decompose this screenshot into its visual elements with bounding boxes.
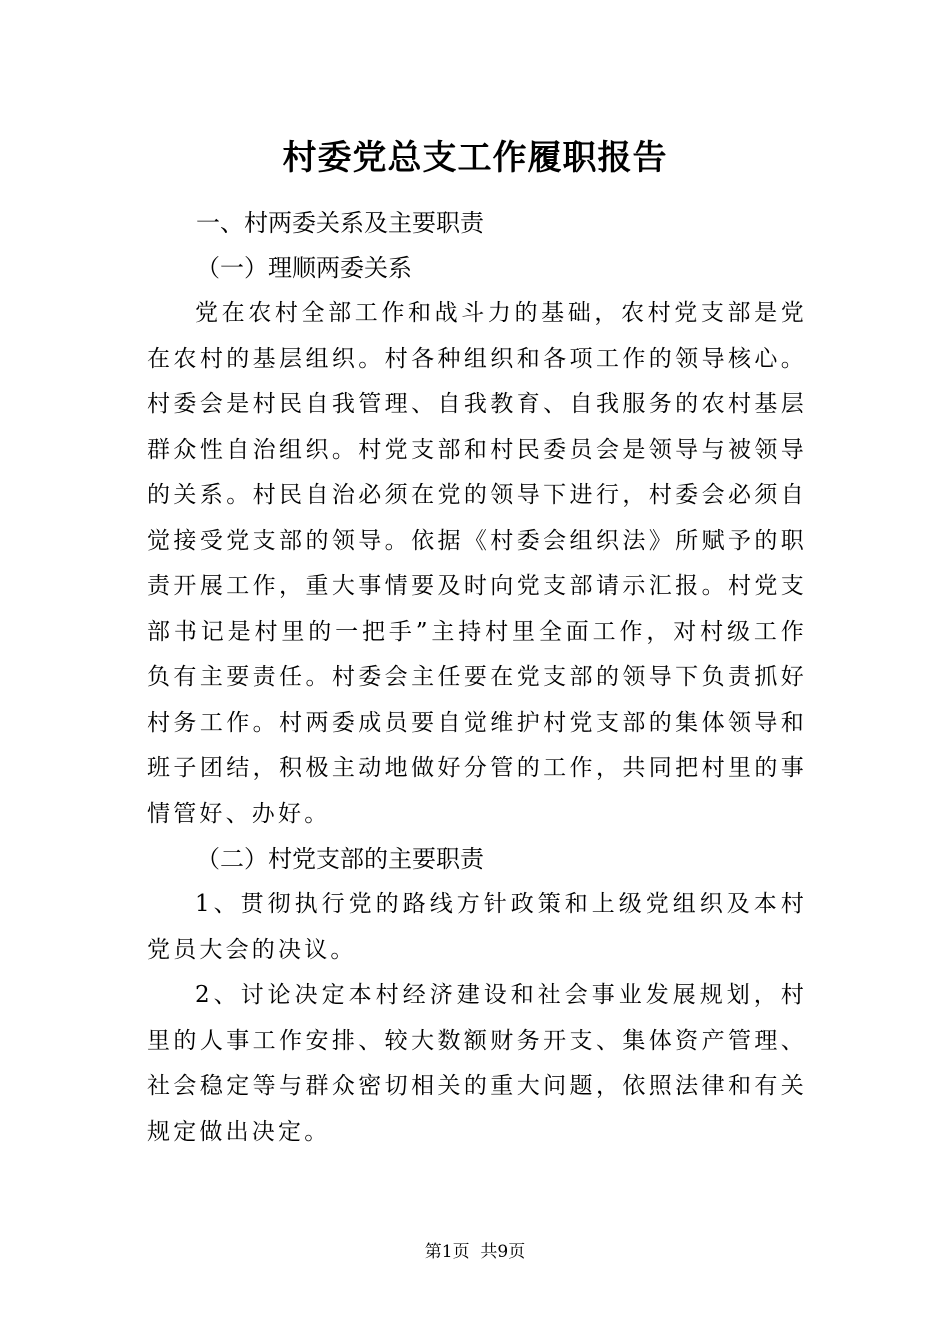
duty-item-2: 2、讨论决定本村经济建设和社会事业发展规划，村里的人事工作安排、较大数额财务开支、集体资产管理、社会稳定等与群众密切相关的重大问题，依照法律和有关规定做出决定。 <box>147 982 807 1145</box>
subsection-heading-2: （二）村党支部的主要职责 <box>196 845 484 873</box>
duty-item-1: 1、贯彻执行党的路线方针政策和上级党组织及本村党员大会的决议。 <box>147 891 807 963</box>
page-footer: 第1页 共9页 <box>424 1242 526 1262</box>
paragraph-two-committees-relation: 党在农村全部工作和战斗力的基础，农村党支部是党在农村的基层组织。村各种组织和各项工作的领导核心。村委会是村民自我管理、自我教育、自我服务的农村基层群众性自治组织。村党支部和村民委员会是领导与被领导的关系。村民自治必须在党的领导下进行，村委会必须自觉接受党支部的领导。依据《村委会组织法》所赋予的职责开展工作，重大事情要及时向党支部请示汇报。村党支部书记是村里的一把手”主持村里全面工作，对村级工作负有主要责任。村委会主任要在党支部的领导下负责抓好村务工作。村两委成员要自觉维护村党支部的集体领导和班子团结，积极主动地做好分管的工作，共同把村里的事情管好、办好。 <box>147 300 807 827</box>
document-title: 村委党总支工作履职报告 <box>282 138 668 178</box>
subsection-heading-1: （一）理顺两委关系 <box>196 254 412 282</box>
section-heading-1: 一、村两委关系及主要职责 <box>196 209 484 237</box>
